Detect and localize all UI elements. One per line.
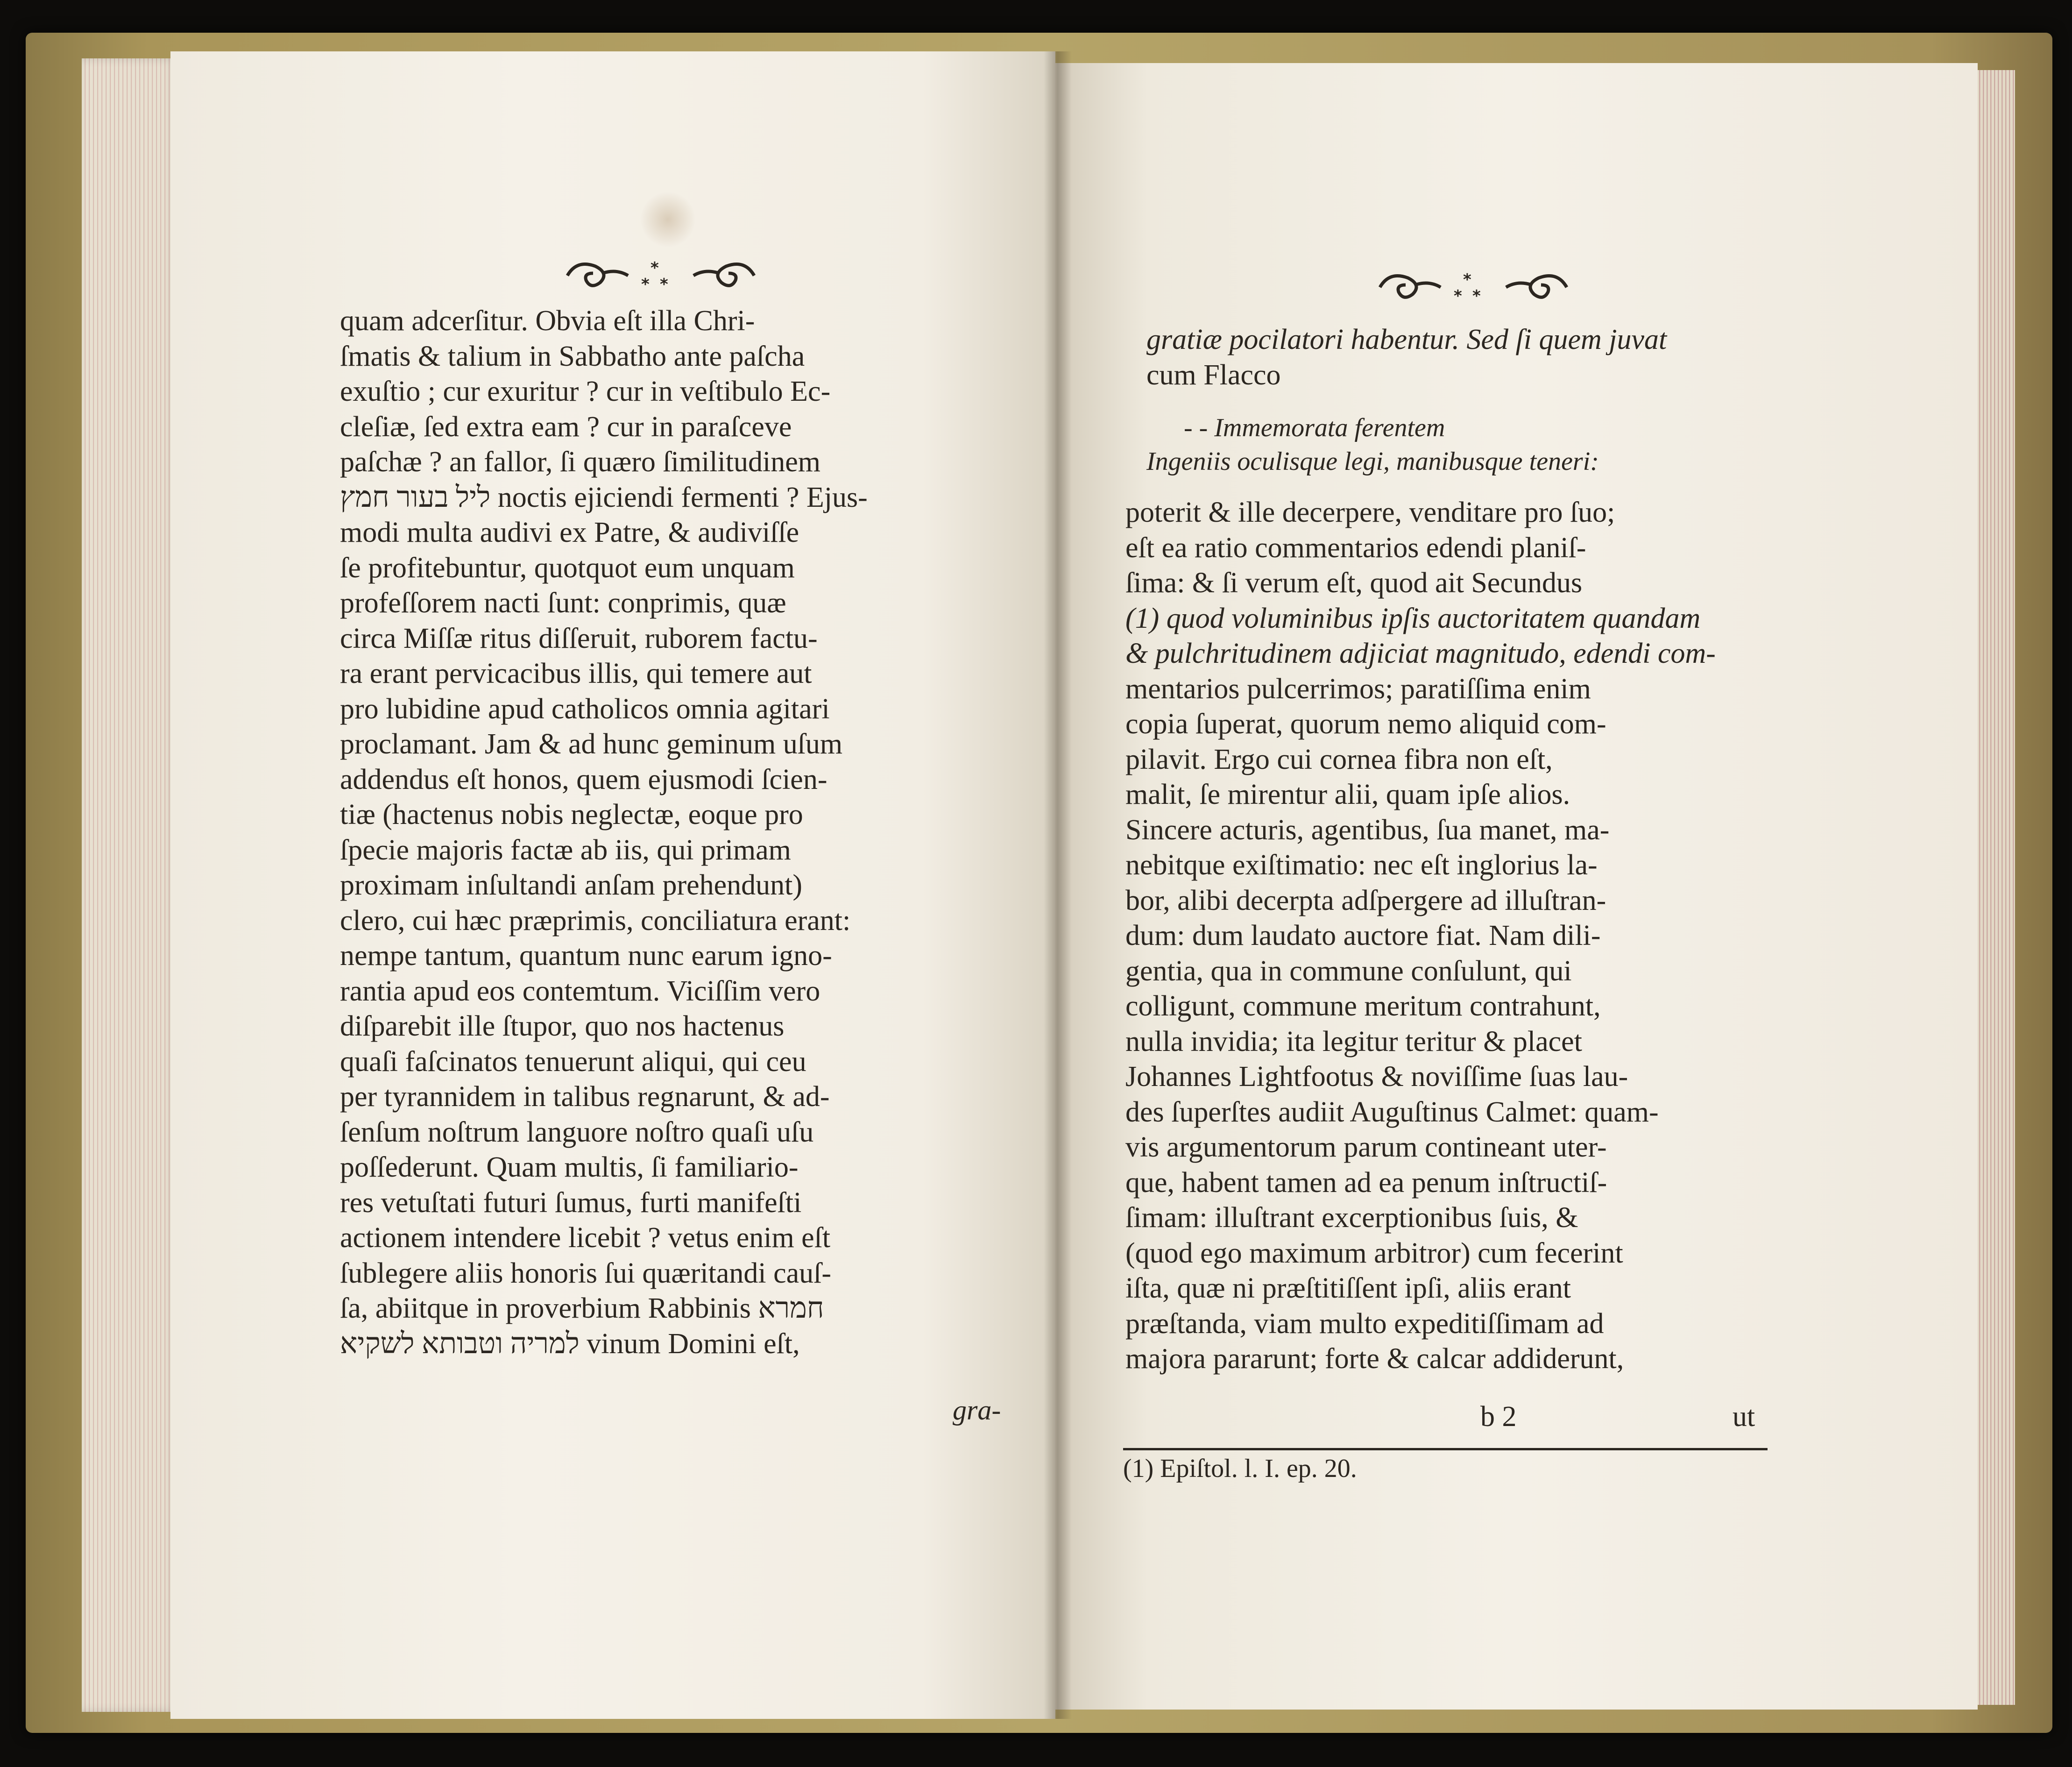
text-line: proximam inſultandi anſam prehendunt) — [340, 869, 803, 901]
svg-text:*: * — [651, 259, 659, 277]
text-line: (1) quod voluminibus ipſis auctoritatem quandam — [1125, 602, 1701, 634]
text-line: mentarios pulcerrimos; paratiſſima enim — [1125, 673, 1591, 705]
text-line: pilavit. Ergo cui cornea fibra non eſt, — [1125, 743, 1553, 775]
text-line: res vetuſtati futuri ſumus, furti manifeſti — [340, 1186, 802, 1219]
text-line: per tyrannidem in talibus regnarunt, & ad- — [340, 1081, 830, 1113]
text-line: למריה וטבותא לשקיא vinum Domini eſt, — [340, 1327, 800, 1360]
text-line: ra erant pervicacibus illis, qui temere aut — [340, 658, 812, 689]
text-line: iſta, quæ ni præſtitiſſent ipſi, aliis erant — [1125, 1272, 1571, 1304]
text-line: (quod ego maximum arbitror) cum fecerint — [1125, 1237, 1623, 1269]
text-line: præſtanda, viam multo expeditiſſimam ad — [1125, 1307, 1604, 1340]
text-line: bor, alibi decerpta adſpergere ad illuſtran- — [1125, 884, 1606, 916]
text-line: Sincere acturis, agentibus, ſua manet, ma- — [1125, 814, 1610, 846]
svg-text:*: * — [1472, 287, 1481, 305]
left-catchword: gra- — [953, 1395, 1001, 1426]
footnote-rule — [1123, 1448, 1768, 1450]
text-line: diſparebit ille ſtupor, quo nos hactenus — [340, 1010, 785, 1042]
text-line: & pulchritudinem adjiciat magnitudo, edendi com- — [1125, 638, 1716, 669]
quotation-line: Ingeniis oculisque legi, manibusque teneri: — [1146, 447, 1599, 476]
text-line: eſt ea ratio commentarios edendi planiſ- — [1125, 532, 1586, 564]
text-line: nebitque exiſtimatio: nec eſt inglorius la- — [1125, 849, 1598, 881]
ornament-left-icon — [558, 255, 764, 299]
text-line: dum: dum laudato auctore fiat. Nam dili- — [1125, 920, 1601, 951]
text-line: tiæ (hactenus nobis neglectæ, eoque pro — [340, 799, 803, 830]
text-line: ſe profitebuntur, quotquot eum unquam — [340, 552, 795, 584]
text-line: ſpecie majoris factæ ab iis, qui primam — [340, 834, 791, 866]
text-line: ſimam: illuſtrant excerptionibus ſuis, & — [1125, 1202, 1578, 1234]
page-edges-left — [82, 58, 177, 1712]
signature-mark: b 2 — [1480, 1401, 1517, 1433]
right-page-body — [1125, 495, 1779, 1377]
book-gutter — [1044, 51, 1072, 1719]
text-line: profeſſorem nacti ſunt: conprimis, quæ — [340, 587, 786, 619]
text-line: malit, ſe mirentur alii, quam ipſe alios. — [1125, 779, 1570, 810]
right-catchword: ut — [1733, 1401, 1755, 1433]
text-line: nulla invidia; ita legitur teritur & placet — [1125, 1025, 1582, 1057]
paper-stain — [640, 192, 696, 248]
right-page-top — [1146, 322, 1800, 393]
text-line: ſima: & ſi verum eſt, quod ait Secundus — [1125, 567, 1583, 599]
text-line: cleſiæ, ſed extra eam ? cur in paraſceve — [340, 411, 792, 443]
text-line: ſenſum noſtrum languore noſtro quaſi uſu — [340, 1116, 814, 1148]
text-line: clero, cui hæc præprimis, conciliatura erant: — [340, 904, 851, 937]
text-line: ſmatis & talium in Sabbatho ante paſcha — [340, 340, 805, 372]
svg-text:*: * — [1463, 270, 1471, 289]
text-line: modi multa audivi ex Patre, & audiviſſe — [340, 517, 799, 548]
text-line: quaſi faſcinatos tenuerunt aliqui, qui ceu — [340, 1045, 806, 1078]
text-line: gentia, qua in commune conſulunt, qui — [1125, 955, 1572, 987]
text-line: actionem intendere licebit ? vetus enim eſt — [340, 1222, 831, 1254]
text-line: majora pararunt; forte & calcar addiderunt, — [1125, 1343, 1624, 1375]
text-line: poterit & ille decerpere, venditare pro ſuo; — [1125, 497, 1615, 528]
text-line: poſſederunt. Quam multis, ſi familiario- — [340, 1151, 799, 1183]
text-line: pro lubidine apud catholicos omnia agitari — [340, 693, 830, 725]
svg-text:*: * — [660, 275, 668, 294]
quotation-line: - - Immemorata ferentem — [1184, 413, 1445, 442]
text-line: gratiæ pocilatori habentur. Sed ſi quem juvat — [1146, 324, 1667, 355]
text-line: Johannes Lightfootus & noviſſime ſuas lau- — [1125, 1061, 1628, 1093]
text-line: circa Miſſæ ritus diſſeruit, ruborem factu- — [340, 622, 818, 654]
text-line: ליל בעור חמץ noctis ejiciendi fermenti ? Ejus- — [340, 481, 868, 513]
svg-text:*: * — [641, 275, 650, 294]
ornament-right-icon — [1371, 266, 1576, 311]
text-line: nempe tantum, quantum nunc earum igno- — [340, 940, 832, 972]
text-line: vis argumentorum parum contineant uter- — [1125, 1131, 1607, 1163]
text-line: addendus eſt honos, quem ejusmodi ſcien- — [340, 763, 827, 795]
text-line: ſa, abiitque in proverbium Rabbinis חמרא — [340, 1292, 824, 1324]
text-line: que, habent tamen ad ea penum inſtructiſ- — [1125, 1166, 1607, 1199]
footnote: (1) Epiſtol. l. I. ep. 20. — [1123, 1454, 1357, 1483]
left-page-text — [340, 304, 1012, 1362]
text-line: exuſtio ; cur exuritur ? cur in veſtibulo Ec- — [340, 376, 831, 407]
text-line: rantia apud eos contemtum. Viciſſim vero — [340, 975, 820, 1007]
text-line: quam adcerſitur. Obvia eſt illa Chri- — [340, 305, 755, 337]
text-line: colligunt, commune meritum contrahunt, — [1125, 990, 1601, 1022]
text-line: paſchæ ? an fallor, ſi quæro ſimilitudinem — [340, 446, 820, 478]
text-line: ſublegere aliis honoris ſui quæritandi cauſ- — [340, 1257, 832, 1289]
text-line: proclamant. Jam & ad hunc geminum uſum — [340, 728, 843, 760]
text-line: des ſuperſtes audiit Auguſtinus Calmet: quam- — [1125, 1096, 1659, 1128]
page-edges-right — [1973, 70, 2015, 1705]
text-line: copia ſuperat, quorum nemo aliquid com- — [1125, 708, 1606, 740]
svg-text:*: * — [1454, 287, 1462, 305]
text-line: cum Flacco — [1146, 359, 1281, 391]
